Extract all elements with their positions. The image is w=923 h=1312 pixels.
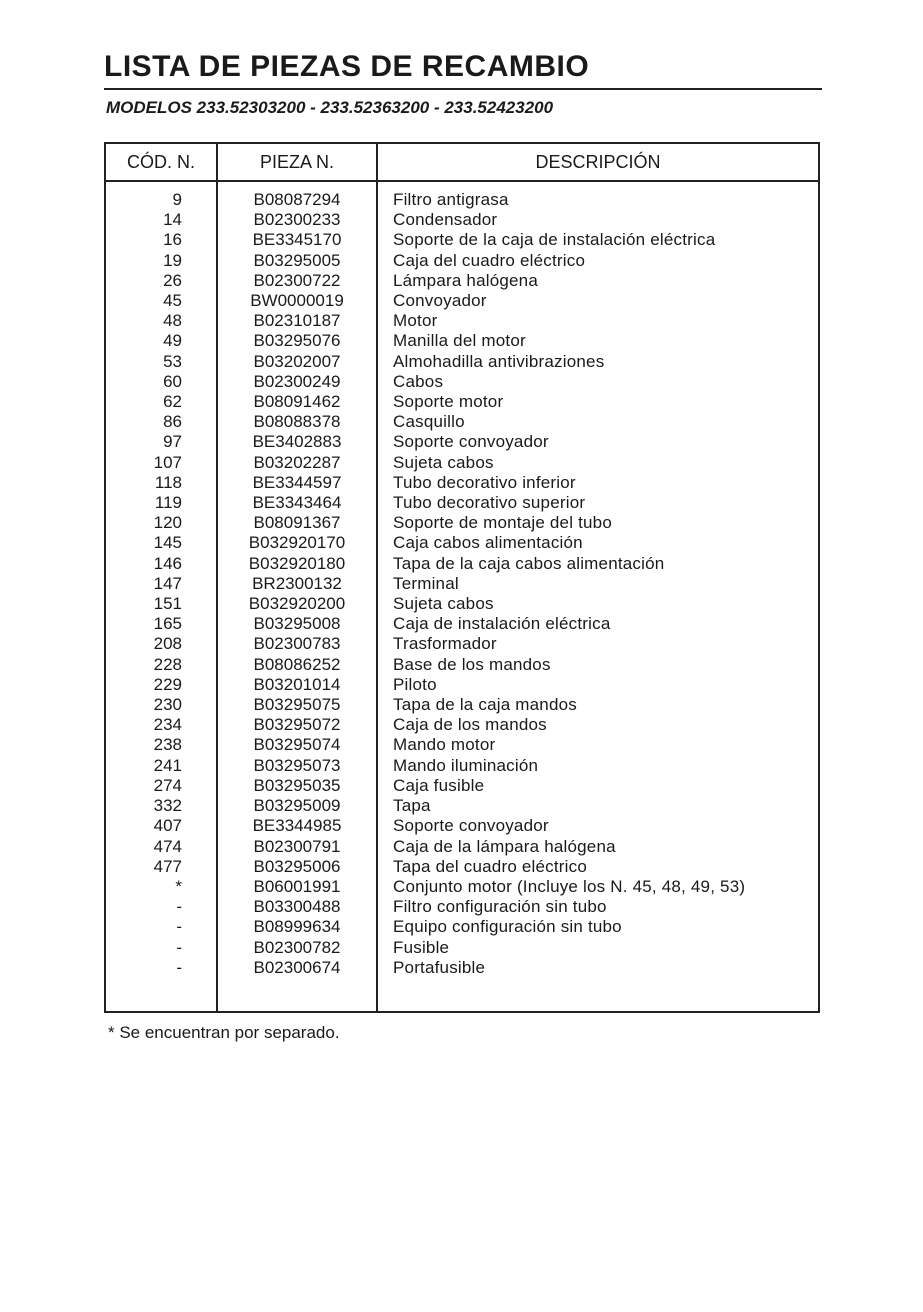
header-divider — [106, 180, 818, 182]
table-row — [106, 897, 818, 917]
part-number-cell: B03202007 — [253, 351, 341, 371]
part-code-cell: 234 — [153, 715, 182, 735]
part-number-cell: B032920170 — [248, 533, 346, 553]
part-number-cell: B02300233 — [253, 210, 341, 230]
part-description-cell: Soporte de la caja de instalación eléctrica — [393, 230, 716, 250]
table-row — [106, 695, 818, 715]
table-row — [106, 938, 818, 958]
part-description-cell: Tubo decorativo superior — [393, 493, 586, 513]
part-code-cell: 147 — [153, 573, 182, 593]
part-code-cell: 48 — [163, 311, 182, 331]
part-code-cell: 118 — [154, 472, 182, 492]
table-row — [106, 574, 818, 594]
table-row — [106, 958, 818, 978]
table-row — [106, 352, 818, 372]
part-description-cell: Mando iluminación — [393, 755, 539, 775]
part-number-cell: B03295008 — [253, 614, 341, 634]
part-code-cell: 230 — [153, 695, 182, 715]
part-number-cell: B02300782 — [253, 937, 341, 957]
part-code-cell: 86 — [163, 412, 182, 432]
part-code-cell: 9 — [172, 190, 182, 209]
column-header-pieza: PIEZA N. — [259, 152, 335, 172]
part-description-cell: Soporte convoyador — [393, 816, 549, 836]
part-number-cell: BR2300132 — [252, 573, 342, 593]
part-description-cell: Mando motor — [393, 735, 496, 755]
part-code-cell: - — [176, 917, 182, 937]
table-row — [106, 513, 818, 533]
part-description-cell: Tubo decorativo inferior — [393, 472, 576, 492]
part-description-cell: Trasformador — [393, 634, 497, 654]
part-code-cell: 477 — [153, 856, 182, 876]
table-row — [106, 816, 818, 836]
part-code-cell: 474 — [153, 836, 182, 856]
part-number-cell: B08091462 — [253, 392, 341, 412]
table-row — [106, 230, 818, 250]
part-code-cell: - — [176, 937, 182, 957]
part-description-cell: Lámpara halógena — [393, 270, 538, 290]
part-number-cell: B08091367 — [253, 513, 341, 533]
part-number-cell: B08088378 — [253, 412, 341, 432]
table-row — [106, 837, 818, 857]
part-code-cell: 145 — [153, 533, 182, 553]
table-body — [106, 190, 818, 978]
table-row — [106, 776, 818, 796]
table-row — [106, 331, 818, 351]
part-description-cell: Filtro configuración sin tubo — [393, 897, 607, 917]
table-row — [106, 392, 818, 412]
part-code-cell: 332 — [153, 796, 182, 816]
part-description-cell: Caja cabos alimentación — [393, 533, 583, 553]
part-code-cell: 208 — [153, 634, 182, 654]
table-row — [106, 796, 818, 816]
part-description-cell: Cabos — [393, 371, 444, 391]
part-number-cell: B03295076 — [253, 331, 341, 351]
part-number-cell: B02300674 — [253, 957, 341, 977]
part-description-cell: Tapa de la caja mandos — [393, 695, 577, 715]
part-code-cell: 97 — [163, 432, 182, 452]
part-number-cell: B03295035 — [253, 775, 341, 795]
part-number-cell: B03295073 — [253, 755, 341, 775]
part-code-cell: 229 — [153, 674, 182, 694]
table-row — [106, 614, 818, 634]
part-number-cell: B02300722 — [253, 270, 341, 290]
part-code-cell: 45 — [163, 291, 182, 311]
part-description-cell: Base de los mandos — [393, 654, 551, 674]
table-row — [106, 473, 818, 493]
part-description-cell: Terminal — [393, 573, 459, 593]
part-code-cell: 274 — [153, 775, 182, 795]
part-description-cell: Caja fusible — [393, 775, 485, 795]
part-number-cell: B03300488 — [253, 897, 341, 917]
part-description-cell: Caja de la lámpara halógena — [393, 836, 616, 856]
part-number-cell: B03295009 — [253, 796, 341, 816]
part-description-cell: Soporte de montaje del tubo — [393, 513, 612, 533]
part-code-cell: 241 — [153, 755, 182, 775]
part-description-cell: Condensador — [393, 210, 498, 230]
table-row — [106, 291, 818, 311]
part-description-cell: Soporte convoyador — [393, 432, 549, 452]
part-description-cell: Casquillo — [393, 412, 465, 432]
part-code-cell: 119 — [154, 493, 182, 513]
part-description-cell: Piloto — [393, 674, 437, 694]
part-code-cell: - — [176, 897, 182, 917]
part-number-cell: B02300783 — [253, 634, 341, 654]
table-row — [106, 554, 818, 574]
part-number-cell: B08086252 — [253, 654, 341, 674]
models-subtitle: MODELOS 233.52303200 - 233.52363200 - 233.52423200 — [106, 98, 554, 117]
part-code-cell: 146 — [153, 553, 182, 573]
part-number-cell: B03202287 — [253, 452, 341, 472]
part-code-cell: 19 — [163, 250, 182, 270]
part-description-cell: Sujeta cabos — [393, 452, 494, 472]
table-row — [106, 857, 818, 877]
column-header-cod: CÓD. N. — [126, 152, 195, 172]
table-row — [106, 735, 818, 755]
table-row — [106, 493, 818, 513]
part-description-cell: Manilla del motor — [393, 331, 526, 351]
part-number-cell: B032920180 — [248, 553, 346, 573]
part-code-cell: 53 — [163, 351, 182, 371]
page-title: LISTA DE PIEZAS DE RECAMBIO — [104, 50, 822, 90]
part-description-cell: Equipo configuración sin tubo — [393, 917, 622, 937]
part-number-cell: B03295006 — [253, 856, 341, 876]
part-description-cell: Caja del cuadro eléctrico — [393, 250, 586, 270]
part-number-cell: B03295072 — [253, 715, 341, 735]
part-number-cell: B02300791 — [253, 836, 341, 856]
part-code-cell: 62 — [163, 392, 182, 412]
table-row — [106, 533, 818, 553]
part-description-cell: Motor — [393, 311, 438, 331]
part-number-cell: B03201014 — [253, 674, 341, 694]
part-code-cell: 26 — [163, 270, 182, 290]
table-row — [106, 877, 818, 897]
part-number-cell: B03295005 — [253, 250, 341, 270]
part-number-cell: BE3343464 — [252, 493, 342, 513]
part-number-cell: BE3344597 — [252, 472, 342, 492]
part-number-cell: B02310187 — [253, 311, 341, 331]
table-row — [106, 594, 818, 614]
table-row — [106, 917, 818, 937]
part-number-cell: B03295075 — [253, 695, 341, 715]
part-description-cell: Caja de instalación eléctrica — [393, 614, 611, 634]
part-code-cell: 60 — [163, 371, 182, 391]
table-row — [106, 311, 818, 331]
part-description-cell: Tapa del cuadro eléctrico — [393, 856, 588, 876]
table-row — [106, 675, 818, 695]
part-number-cell: B06001991 — [253, 876, 341, 896]
part-description-cell: Tapa de la caja cabos alimentación — [393, 553, 665, 573]
table-row — [106, 251, 818, 271]
part-number-cell: B03295074 — [253, 735, 341, 755]
table-row — [106, 271, 818, 291]
table-row — [106, 634, 818, 654]
part-code-cell: 16 — [163, 230, 182, 250]
part-description-cell: Caja de los mandos — [393, 715, 547, 735]
table-row — [106, 412, 818, 432]
table-row — [106, 210, 818, 230]
part-code-cell: 14 — [163, 210, 182, 230]
table-row — [106, 756, 818, 776]
part-code-cell: 49 — [163, 331, 182, 351]
part-number-cell: B08999634 — [253, 917, 341, 937]
part-number-cell: BE3344985 — [252, 816, 342, 836]
part-description-cell: Almohadilla antivibraziones — [393, 351, 605, 371]
part-description-cell: Portafusible — [393, 957, 486, 977]
part-number-cell: BW0000019 — [250, 291, 344, 311]
table-row — [106, 655, 818, 675]
part-number-cell: B08087294 — [253, 190, 341, 209]
table-row — [106, 453, 818, 473]
table-row — [106, 432, 818, 452]
part-code-cell: 120 — [153, 513, 182, 533]
footnote: * Se encuentran por separado. — [108, 1023, 340, 1042]
part-description-cell: Fusible — [393, 937, 450, 957]
part-code-cell: 238 — [153, 735, 182, 755]
part-description-cell: Soporte motor — [393, 392, 504, 412]
part-code-cell: 407 — [153, 816, 182, 836]
part-description-cell: Sujeta cabos — [393, 594, 494, 614]
part-description-cell: Convoyador — [393, 291, 487, 311]
part-code-cell: * — [175, 876, 182, 896]
part-code-cell: - — [176, 957, 182, 977]
part-number-cell: BE3402883 — [252, 432, 342, 452]
column-header-descripcion: DESCRIPCIÓN — [535, 152, 661, 172]
part-description-cell: Tapa — [393, 796, 431, 816]
part-code-cell: 165 — [153, 614, 182, 634]
table-row — [106, 190, 818, 210]
part-code-cell: 228 — [153, 654, 182, 674]
part-number-cell: BE3345170 — [252, 230, 342, 250]
table-row — [106, 372, 818, 392]
part-description-cell: Filtro antigrasa — [393, 190, 509, 209]
parts-table — [104, 142, 820, 1013]
part-description-cell: Conjunto motor (Incluye los N. 45, 48, 49, 53) — [393, 876, 746, 896]
part-code-cell: 151 — [153, 594, 182, 614]
part-number-cell: B032920200 — [248, 594, 346, 614]
part-number-cell: B02300249 — [253, 371, 341, 391]
table-row — [106, 715, 818, 735]
part-code-cell: 107 — [153, 452, 182, 472]
